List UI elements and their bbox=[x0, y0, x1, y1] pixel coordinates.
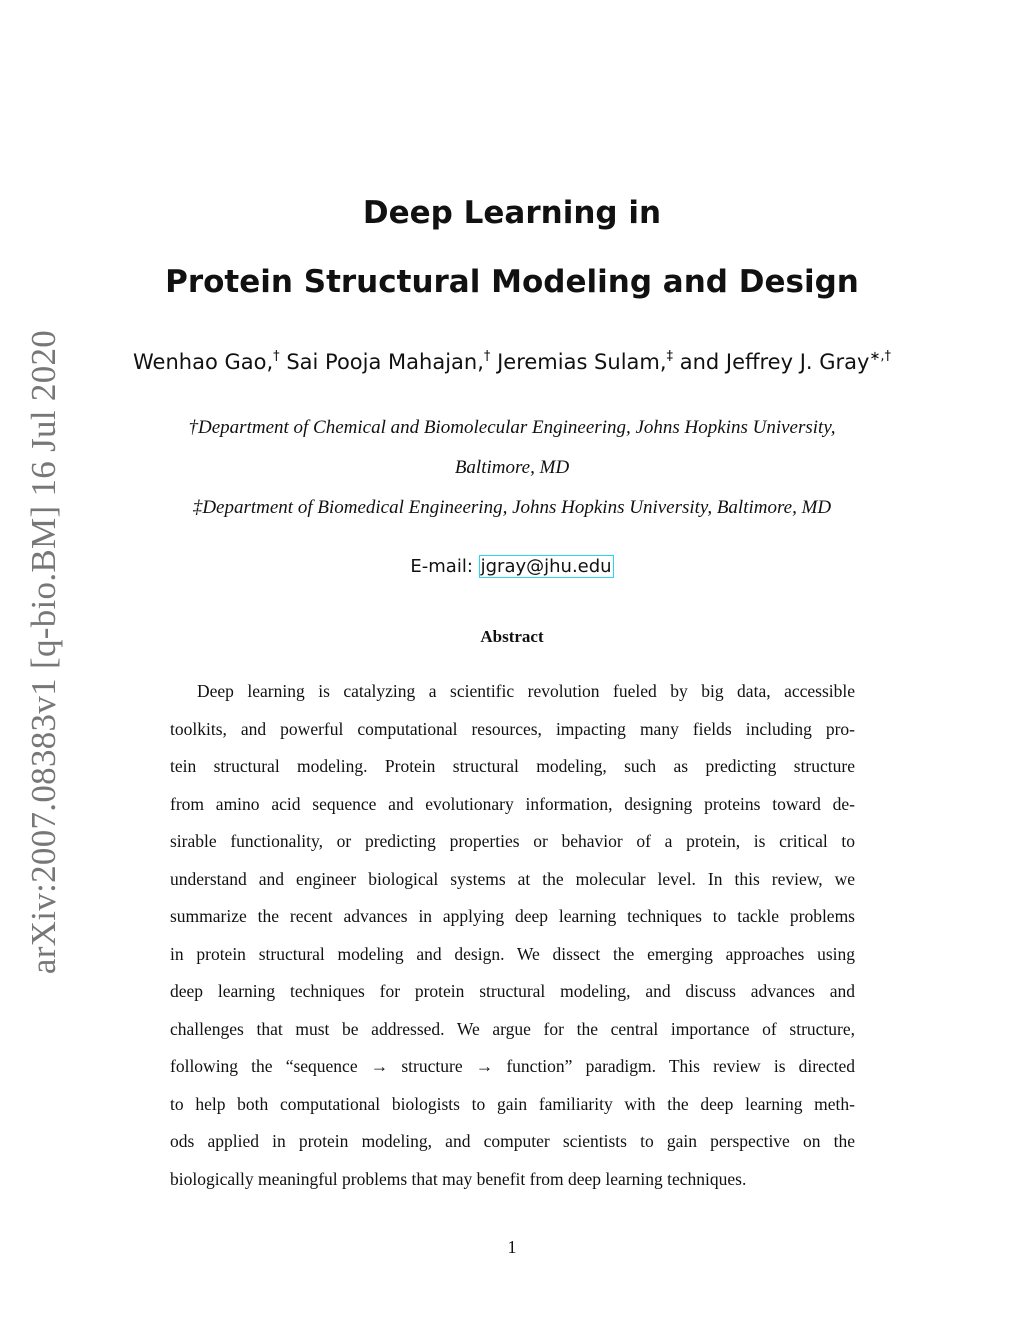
abstract-line: in protein structural modeling and design. We dissect the emerging approaches using bbox=[170, 943, 855, 964]
author-name: Sai Pooja Mahajan, bbox=[286, 350, 484, 374]
abstract-line: following the “sequence → structure → function” paradigm. This review is directed bbox=[170, 1056, 855, 1076]
abstract-line: from amino acid sequence and evolutionary information, designing proteins toward de- bbox=[170, 793, 855, 814]
affiliation-chemical-engineering-location: Baltimore, MD bbox=[454, 457, 570, 478]
affiliation-biomedical-engineering: ‡Department of Biomedical Engineering, Johns Hopkins University, Baltimore, MD bbox=[192, 497, 832, 518]
abstract-line: sirable functionality, or predicting properties or behavior of a protein, is critical to bbox=[170, 831, 855, 851]
page-number: 1 bbox=[507, 1237, 517, 1257]
author-name: Wenhao Gao, bbox=[133, 350, 274, 374]
abstract-line: to help both computational biologists to gain familiarity with the deep learning meth- bbox=[170, 1093, 855, 1114]
author-list bbox=[0, 350, 1024, 374]
abstract-line: Deep learning is catalyzing a scientific revolution fueled by big data, accessible bbox=[197, 681, 855, 701]
email-link[interactable]: jgray@jhu.edu bbox=[480, 556, 612, 577]
author-name: and Jeffrey J. Gray bbox=[679, 350, 870, 374]
affiliation-mark: ‡ bbox=[666, 349, 674, 364]
abstract-line: understand and engineer biological systems at the molecular level. In this review, we bbox=[170, 868, 855, 889]
abstract-line: challenges that must be addressed. We argue for the central importance of structure, bbox=[170, 1018, 855, 1039]
abstract-body bbox=[170, 673, 855, 1198]
author-name: Jeremias Sulam, bbox=[497, 350, 667, 374]
abstract-line: tein structural modeling. Protein structural modeling, such as predicting structure bbox=[170, 756, 855, 776]
affiliation-mark: † bbox=[483, 349, 491, 364]
paper-title-line-1: Deep Learning in bbox=[362, 195, 662, 231]
affiliation-mark: ∗,† bbox=[869, 349, 891, 364]
abstract-line: toolkits, and powerful computational resources, impacting many fields including pro- bbox=[170, 718, 855, 739]
abstract-line: summarize the recent advances in applying deep learning techniques to tackle problems bbox=[170, 906, 855, 926]
abstract-heading: Abstract bbox=[480, 627, 544, 646]
arxiv-identifier-stamp: arXiv:2007.08383v1 [q-bio.BM] 16 Jul 2020 bbox=[24, 329, 63, 975]
affiliation-mark: † bbox=[273, 349, 280, 364]
affiliation-chemical-engineering: †Department of Chemical and Biomolecular Engineering, Johns Hopkins University, bbox=[188, 417, 836, 438]
paper-title-line-2: Protein Structural Modeling and Design bbox=[165, 264, 859, 300]
abstract-line: ods applied in protein modeling, and computer scientists to gain perspective on the bbox=[170, 1131, 855, 1151]
abstract-line: biologically meaningful problems that may benefit from deep learning techniques. bbox=[170, 1168, 747, 1189]
email-label: E-mail: bbox=[410, 556, 473, 577]
abstract-line: deep learning techniques for protein structural modeling, and discuss advances and bbox=[170, 981, 855, 1001]
contact-email bbox=[0, 556, 1024, 577]
